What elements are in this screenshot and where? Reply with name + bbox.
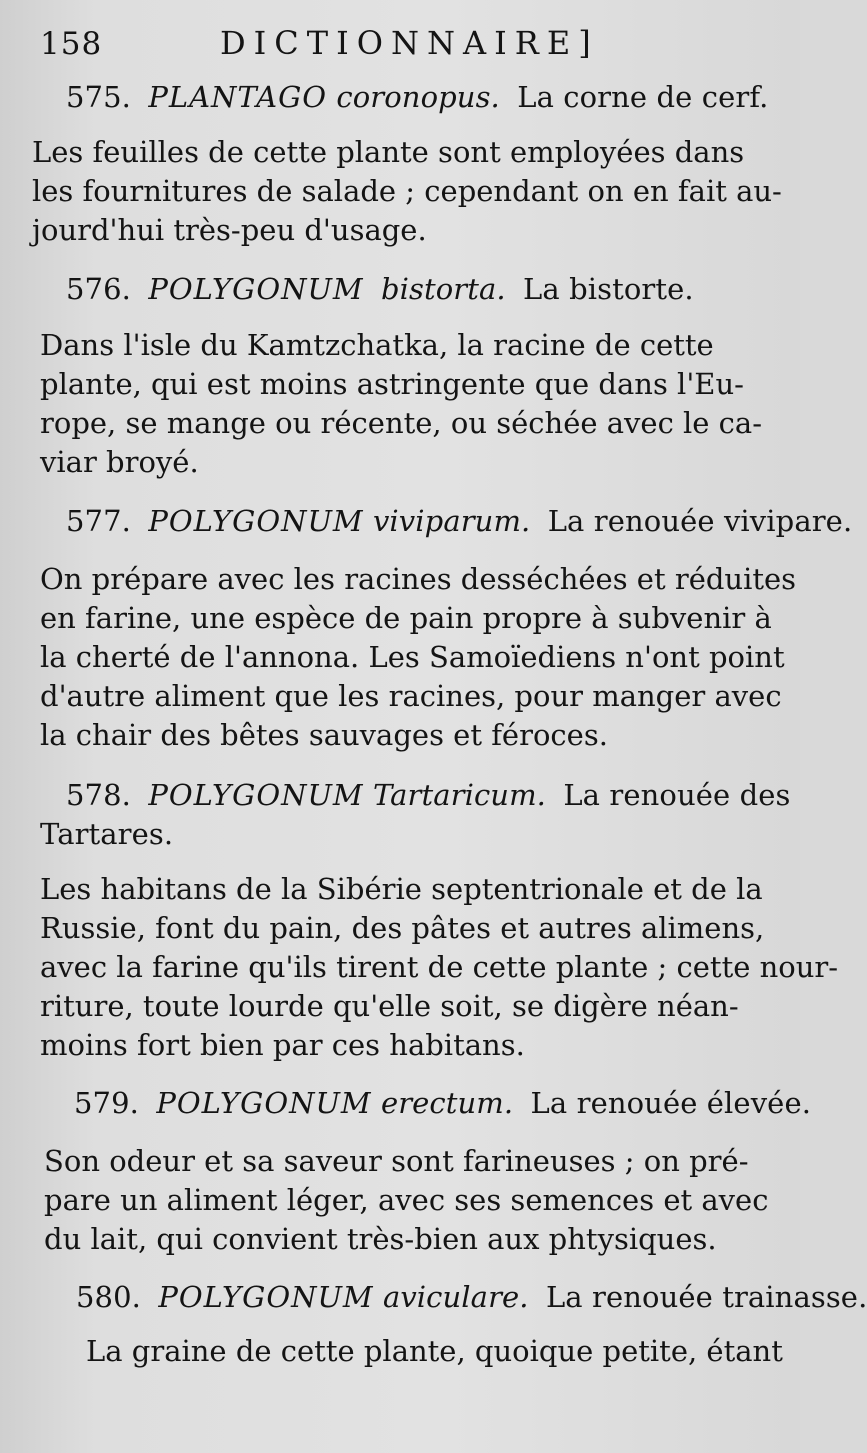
text-line: moins fort bien par ces habitans. bbox=[40, 1028, 525, 1062]
entry-genus: POLYGONUM bbox=[158, 1280, 374, 1314]
entry-number: 578. bbox=[66, 778, 131, 812]
entry-common-name: La corne de cerf. bbox=[517, 80, 769, 114]
entry-common-name: La renouée des bbox=[563, 778, 791, 812]
text-line: La graine de cette plante, quoique petite, étant bbox=[86, 1334, 783, 1368]
text-line: pare un aliment léger, avec ses semences et avec bbox=[44, 1183, 769, 1217]
entry-species: Tartaricum. bbox=[372, 778, 546, 812]
entry-number: 577. bbox=[66, 504, 131, 538]
entry-body-578 bbox=[40, 870, 838, 1065]
text-line: Russie, font du pain, des pâtes et autres alimens, bbox=[40, 911, 765, 945]
text-line: les fournitures de salade ; cependant on en fait au- bbox=[32, 174, 782, 208]
entry-genus: POLYGONUM bbox=[156, 1086, 372, 1120]
entry-heading-579 bbox=[74, 1084, 811, 1122]
text-line: viar broyé. bbox=[40, 445, 199, 479]
entry-genus: POLYGONUM bbox=[148, 504, 364, 538]
text-line: jourd'hui très-peu d'usage. bbox=[32, 213, 427, 247]
text-line: Les feuilles de cette plante sont employées dans bbox=[32, 135, 745, 169]
entry-heading-577 bbox=[66, 502, 852, 540]
page-number: 158 bbox=[40, 26, 103, 62]
entry-heading-576 bbox=[66, 270, 694, 308]
text-line: la chair des bêtes sauvages et féroces. bbox=[40, 718, 608, 752]
entry-common-name: La bistorte. bbox=[523, 272, 694, 306]
entry-species: aviculare. bbox=[382, 1280, 529, 1314]
entry-heading-578 bbox=[66, 776, 790, 814]
text-line: d'autre aliment que les racines, pour manger avec bbox=[40, 679, 782, 713]
entry-heading-580 bbox=[76, 1278, 867, 1316]
entry-species: coronopus. bbox=[336, 80, 500, 114]
entry-number: 575. bbox=[66, 80, 131, 114]
text-line: en farine, une espèce de pain propre à subvenir à bbox=[40, 601, 772, 635]
entry-common-name: La renouée trainasse. bbox=[545, 1280, 867, 1314]
text-line: Les habitans de la Sibérie septentrionale et de la bbox=[40, 872, 763, 906]
entry-genus: PLANTAGO bbox=[148, 80, 328, 114]
entry-number: 576. bbox=[66, 272, 131, 306]
entry-heading-continuation bbox=[40, 815, 173, 853]
entry-heading-575 bbox=[66, 78, 768, 116]
text-line: la cherté de l'annona. Les Samoïediens n'ont point bbox=[40, 640, 785, 674]
text-line: rope, se mange ou récente, ou séchée avec le ca- bbox=[40, 406, 763, 440]
entry-genus: POLYGONUM bbox=[148, 272, 364, 306]
entry-species: bistorta. bbox=[380, 272, 506, 306]
text-line: du lait, qui convient très-bien aux phtysiques. bbox=[44, 1222, 717, 1256]
text-line: riture, toute lourde qu'elle soit, se digère néan- bbox=[40, 989, 739, 1023]
text-line: avec la farine qu'ils tirent de cette plante ; cette nour- bbox=[40, 950, 839, 984]
entry-species: viviparum. bbox=[372, 504, 531, 538]
text-line: On prépare avec les racines desséchées et réduites bbox=[40, 562, 797, 596]
entry-body-575 bbox=[32, 133, 782, 250]
entry-species: erectum. bbox=[380, 1086, 514, 1120]
entry-common-name-cont: Tartares. bbox=[40, 817, 174, 851]
entry-body-576 bbox=[40, 326, 762, 482]
text-line: Son odeur et sa saveur sont farineuses ; on pré- bbox=[44, 1144, 749, 1178]
text-line: plante, qui est moins astringente que dans l'Eu- bbox=[40, 367, 744, 401]
entry-common-name: La renouée élevée. bbox=[530, 1086, 812, 1120]
entry-number: 580. bbox=[76, 1280, 141, 1314]
entry-number: 579. bbox=[74, 1086, 139, 1120]
running-head bbox=[40, 0, 762, 70]
entry-body-579 bbox=[44, 1142, 768, 1259]
running-title: DICTIONNAIRE] bbox=[220, 24, 599, 62]
entry-genus: POLYGONUM bbox=[148, 778, 364, 812]
text-line: Dans l'isle du Kamtzchatka, la racine de cette bbox=[40, 328, 714, 362]
entry-body-577 bbox=[40, 560, 796, 755]
entry-common-name: La renouée vivipare. bbox=[547, 504, 853, 538]
entry-body-580 bbox=[86, 1332, 783, 1371]
